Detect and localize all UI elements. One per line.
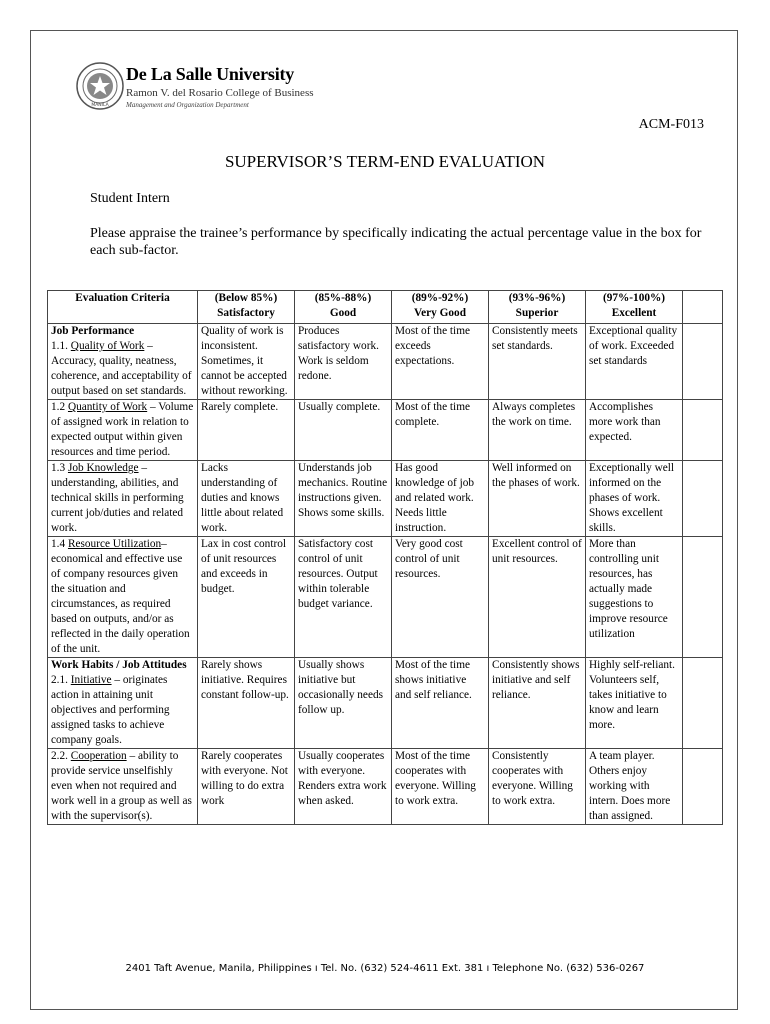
table-header-row [48, 291, 723, 324]
table-row [48, 658, 723, 749]
criteria-sep: – [138, 462, 148, 474]
criteria-name: Quality of Work [70, 340, 145, 352]
college-name: Ramon V. del Rosario College of Business [126, 87, 314, 99]
criteria-cell [48, 400, 198, 461]
rating-superior-cell: Consistently shows initiative and self reliance. [489, 658, 586, 749]
criteria-desc: Accuracy, quality, neatness, coherence, and acceptability of output based on set standards. [51, 355, 192, 397]
rating-very-good-cell: Very good cost control of unit resources. [392, 537, 489, 658]
rating-good-cell: Usually complete. [295, 400, 392, 461]
criteria-sep: – [147, 401, 156, 413]
rating-excellent-cell: A team player. Others enjoy working with intern. Does more than assigned. [586, 749, 683, 825]
criteria-sep: – [144, 340, 153, 352]
criteria-name: Initiative [70, 674, 112, 686]
criteria-name: Cooperation [70, 750, 127, 762]
table-row [48, 537, 723, 658]
criteria-cell [48, 537, 198, 658]
criteria-desc: understanding, abilities, and technical skills in performing current job/duties and related work. [51, 477, 184, 534]
criteria-cell [48, 461, 198, 537]
criteria-cell [48, 658, 198, 749]
score-input-box[interactable] [683, 749, 723, 825]
rating-satisfactory-cell: Lax in cost control of unit resources and exceeds in budget. [198, 537, 295, 658]
evaluation-subject: Student Intern [90, 191, 170, 206]
page-title: SUPERVISOR’S TERM-END EVALUATION [224, 152, 546, 171]
criteria-num: 1.4 [51, 538, 68, 550]
rating-satisfactory-cell: Quality of work is inconsistent. Sometimes, it cannot be accepted without reworking. [198, 324, 295, 400]
rating-excellent-cell: Accomplishes more work than expected. [586, 400, 683, 461]
column-header-score [683, 291, 723, 324]
criteria-group-heading: Work Habits / Job Attitudes [51, 659, 187, 671]
rating-excellent-cell: Exceptionally well informed on the phases of work. Shows excellent skills. [586, 461, 683, 537]
criteria-num: 2.1. [51, 674, 71, 686]
column-header-very-good: (89%-92%) Very Good [392, 291, 489, 324]
criteria-cell [48, 749, 198, 825]
form-code: ACM-F013 [638, 117, 704, 132]
rating-good-cell: Produces satisfactory work. Work is seldom redone. [295, 324, 392, 400]
evaluation-table [47, 290, 723, 825]
criteria-num: 1.3 [51, 462, 68, 474]
rating-superior-cell: Always completes the work on time. [489, 400, 586, 461]
criteria-desc: Volume of assigned work in relation to expected output within given resources and time period. [51, 401, 194, 458]
criteria-num: 2.2. [51, 750, 71, 762]
rating-very-good-cell: Has good knowledge of job and related work. Needs little instruction. [392, 461, 489, 537]
column-header-satisfactory: (Below 85%) Satisfactory [198, 291, 295, 324]
university-seal-icon [76, 62, 124, 110]
svg-text:MANILA: MANILA [91, 103, 109, 108]
rating-superior-cell: Consistently cooperates with everyone. Willing to work extra. [489, 749, 586, 825]
university-logo [76, 62, 316, 112]
rating-very-good-cell: Most of the time cooperates with everyone. Willing to work extra. [392, 749, 489, 825]
criteria-sep: – [161, 538, 167, 550]
rating-excellent-cell: Exceptional quality of work. Exceeded set standards [586, 324, 683, 400]
criteria-name: Job Knowledge [67, 462, 139, 474]
criteria-desc: originates action in attaining unit objectives and performing assigned tasks to achieve company goals. [51, 674, 170, 746]
rating-good-cell: Satisfactory cost control of unit resources. Output within tolerable budget variance. [295, 537, 392, 658]
criteria-group-heading: Job Performance [51, 325, 135, 337]
criteria-cell [48, 324, 198, 400]
table-row [48, 461, 723, 537]
criteria-num: 1.2 [51, 401, 68, 413]
rating-satisfactory-cell: Lacks understanding of duties and knows little about related work. [198, 461, 295, 537]
score-input-box[interactable] [683, 461, 723, 537]
column-header-criteria: Evaluation Criteria [48, 291, 198, 324]
department-name: Management and Organization Department [126, 101, 249, 109]
rating-superior-cell: Well informed on the phases of work. [489, 461, 586, 537]
score-input-box[interactable] [683, 400, 723, 461]
criteria-sep: – [126, 750, 136, 762]
rating-good-cell: Understands job mechanics. Routine instructions given. Shows some skills. [295, 461, 392, 537]
rating-good-cell: Usually shows initiative but occasionally needs follow up. [295, 658, 392, 749]
rating-good-cell: Usually cooperates with everyone. Renders extra work when asked. [295, 749, 392, 825]
rating-superior-cell: Consistently meets set standards. [489, 324, 586, 400]
footer-address: 2401 Taft Avenue, Manila, Philippines ı Tel. No. (632) 524-4611 Ext. 381 ı Telephone No. (632) 536-0267 [125, 963, 645, 974]
rating-very-good-cell: Most of the time complete. [392, 400, 489, 461]
criteria-name: Quantity of Work [67, 401, 148, 413]
instructions-text: Please appraise the trainee’s performance by specifically indicating the actual percentage value in the box for each sub-factor. [90, 226, 702, 258]
score-input-box[interactable] [683, 658, 723, 749]
criteria-sep: – [111, 674, 121, 686]
rating-very-good-cell: Most of the time exceeds expectations. [392, 324, 489, 400]
criteria-num: 1.1. [51, 340, 71, 352]
rating-satisfactory-cell: Rarely cooperates with everyone. Not willing to do extra work [198, 749, 295, 825]
table-row [48, 324, 723, 400]
rating-satisfactory-cell: Rarely shows initiative. Requires constant follow-up. [198, 658, 295, 749]
column-header-excellent: (97%-100%) Excellent [586, 291, 683, 324]
criteria-name: Resource Utilization [67, 538, 162, 550]
rating-satisfactory-cell: Rarely complete. [198, 400, 295, 461]
rating-superior-cell: Excellent control of unit resources. [489, 537, 586, 658]
criteria-desc: ability to provide service unselfishly even when not required and work well in a group as well as with the supervisor(s). [51, 750, 192, 822]
score-input-box[interactable] [683, 324, 723, 400]
rating-excellent-cell: Highly self-reliant. Volunteers self, takes initiative to know and learn more. [586, 658, 683, 749]
column-header-superior: (93%-96%) Superior [489, 291, 586, 324]
university-name: De La Salle University [126, 64, 295, 84]
column-header-good: (85%-88%) Good [295, 291, 392, 324]
table-row [48, 749, 723, 825]
criteria-desc: economical and effective use of company resources given the situation and circumstances, as required based on outputs, and/or as reflected in the daily operation of the unit. [51, 553, 190, 655]
table-row [48, 400, 723, 461]
rating-excellent-cell: More than controlling unit resources, has actually made suggestions to improve resource utilization [586, 537, 683, 658]
score-input-box[interactable] [683, 537, 723, 658]
rating-very-good-cell: Most of the time shows initiative and self reliance. [392, 658, 489, 749]
